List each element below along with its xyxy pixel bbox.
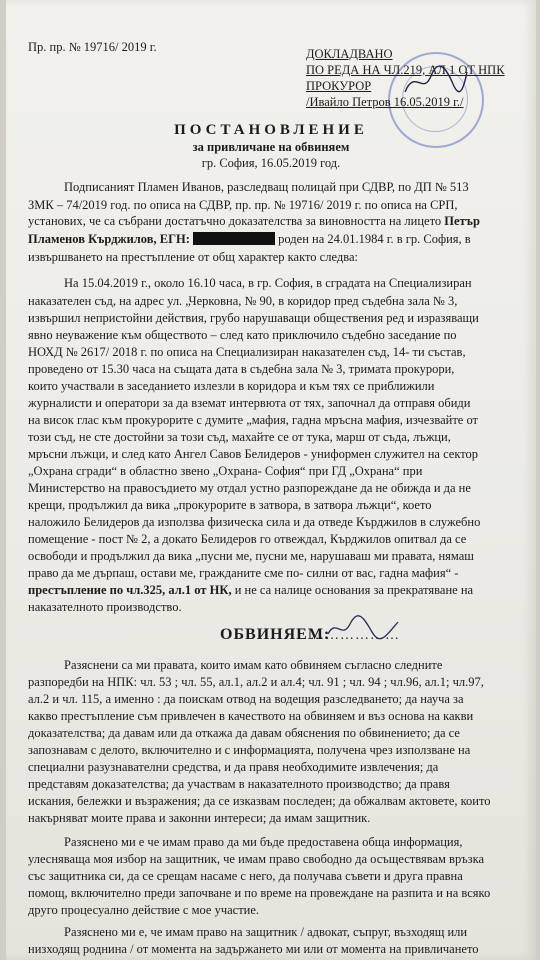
text-line: крещи, продължил да вика „прокурорите в затвора, в затвора лъжци“, което: [28, 498, 432, 512]
text-line: НОХД № 2617/ 2018 г. по описа на Специализиран наказателен съд, 14- ти състав,: [28, 345, 466, 359]
text-line: Разяснено ми е че имам право да ми бъде предоставена обща информация,: [64, 835, 463, 849]
text-line: доказателства; да давам или да откажа да давам обяснения по обвинението; да се: [28, 726, 460, 740]
text-line: освободи и продължил да вика „пусни ме, пусни ме, нарушаваш ми правата, нямаш: [28, 549, 474, 563]
text-line: наказателното производство.: [28, 600, 182, 614]
text-line: улесняваща моя избор на защитник, че имам право свободно да осъществявам връзка: [28, 852, 485, 866]
text-line: на висок глас към прокурорите с думите „мафия, гадна мръсна мафия, изчезвайте от: [28, 413, 478, 427]
text-line: искания, бележки и възражения; да се изказвам последен; да обжалвам актовете, които: [28, 794, 491, 808]
text-line: [28, 583, 473, 598]
person-first-name: Петър: [444, 214, 480, 228]
text-line: запознавам с делото, включително и с информацията, получена чрез използване на: [28, 743, 471, 757]
document-page: [6, 0, 536, 960]
text-line: явно неуважение към обществото – след като приключило съдебно заседание по: [28, 328, 457, 342]
text-line: журналисти и оператори за да вземат интервюта от тях, започнал да отправя обиди: [28, 396, 471, 410]
text-line: извършил непристойни действия, грубо нарушаващи обществения ред и изразяващи: [28, 311, 479, 325]
text-line: какво престъпление съм привлечен в качеството на обвиняем и въз основа на какви: [28, 709, 474, 723]
text-line: със защитника си, да се срещам насаме с него, да получава съвети и друга правна: [28, 869, 463, 883]
document-place-date: гр. София, 16.05.2019 год.: [201, 156, 341, 170]
text-line: наказателен съд, на адрес ул. „Черковна, № 90, в коридор пред съдебна зала № 3,: [28, 294, 458, 308]
text-line: право да ме дърпаш, остави ме, гражданите сме по- силни от вас, гадна мафия“ -: [28, 566, 459, 580]
case-reference: Пр. пр. № 19716/ 2019 г.: [28, 40, 157, 54]
text-line: помощ, включително преди започване и по време на провеждане на разпита и на всяко: [28, 886, 491, 900]
approval-line: ДОКЛАДВАНО: [306, 47, 393, 61]
text-line: специални разузнавателни средства, и да правя необходимите извлечения; да: [28, 760, 439, 774]
accused-signature: [324, 614, 404, 644]
text-segment: установих, че са събрани достатъчно доказателства за виновността на лицето: [28, 214, 442, 228]
text-line: мръсни лъжци, и след като Ангел Савов Белидеров - униформен служител на сектор: [28, 447, 479, 461]
text-line: Разяснени са ми правата, които имам като обвиняем съгласно следните: [64, 658, 443, 672]
accused-signature-line: ………………: [310, 628, 400, 643]
accused-label: ОБВИНЯЕМ:: [220, 626, 331, 643]
text-line: [28, 232, 471, 247]
text-line: ЗМК – 74/2019 год. по описа на СДВР, пр. пр. № 19716/ 2019 г. по описа на СРП,: [28, 198, 458, 212]
text-line: проведено от 15.30 часа на същата дата в съдебна зала № 3, тримата прокурори,: [28, 362, 455, 376]
text-line: низходящ роднина / от момента на задържането ми или от момента на привличането: [28, 942, 479, 956]
document-subtitle: за привличане на обвиняем: [192, 140, 350, 154]
redacted-egn: [193, 232, 275, 245]
text-line: помещение - пост № 2, а докато Белидеров го отвеждал, Кърджилов опитвал да се: [28, 532, 467, 546]
text-segment: роден на 24.01.1984 г. в гр. София, в: [278, 232, 471, 246]
text-line: извършването на престъпление от общ характер както следва:: [28, 250, 358, 264]
text-line: накърняват моите права и законни интереси; да имам защитник.: [28, 811, 371, 825]
text-segment: и не са налице основания за прекратяване на: [234, 583, 474, 597]
text-line: [28, 214, 480, 229]
text-line: които участвали в заседанието излезли в коридора и към тях се приближили: [28, 379, 435, 393]
text-line: този съд, не сте достойни за този съд, махайте се от тука, марш от съда, лъжци,: [28, 430, 451, 444]
person-name-egn: Пламенов Кърджилов, ЕГН:: [28, 232, 190, 246]
text-line: „Охрана сгради“ в областно звено „Охрана- София“ при ГД „Охрана“ при: [28, 464, 423, 478]
text-line: друго процесуално действие с мое участие.: [28, 903, 260, 917]
text-line: ал.2 и чл. 115, а именно : да поискам отвод на водещия разследването; да науча за: [28, 692, 464, 706]
text-line: Разяснено ми е, че имам право на защитник / адвокат, съпруг, възходящ или: [64, 925, 468, 939]
approval-line: ПРОКУРОР: [306, 79, 372, 93]
text-line: наложило Белидеров да използва физическа сила и да отведе Кърджилов в служебно: [28, 515, 481, 529]
text-line: Подписаният Пламен Иванов, разследващ полицай при СДВР, по ДП № 513: [64, 180, 469, 194]
text-line: На 15.04.2019 г., около 16.10 часа, в гр. София, в сградата на Специализиран: [64, 276, 472, 290]
document-title: ПОСТАНОВЛЕНИЕ: [174, 122, 368, 138]
crime-qualification: престъпление по чл.325, ал.1 от НК,: [28, 583, 232, 597]
prosecutor-signature: [401, 62, 471, 102]
text-line: представям доказателства; да участвам в наказателното производство; да правя: [28, 777, 450, 791]
text-line: Министерство на правосъдието му отдал устно разпореждане да не обижда и да не: [28, 481, 471, 495]
text-line: разпоредби на НПК: чл. 53 ; чл. 55, ал.1, ал.2 и ал.4; чл. 91 ; чл. 94 ; чл.96, ал.1; чл.97,: [28, 675, 484, 689]
approval-line: ПО РЕДА НА ЧЛ.219, АЛ.1 ОТ НПК: [306, 63, 505, 77]
approval-line: /Ивайло Петров 16.05.2019 г./: [306, 95, 464, 109]
